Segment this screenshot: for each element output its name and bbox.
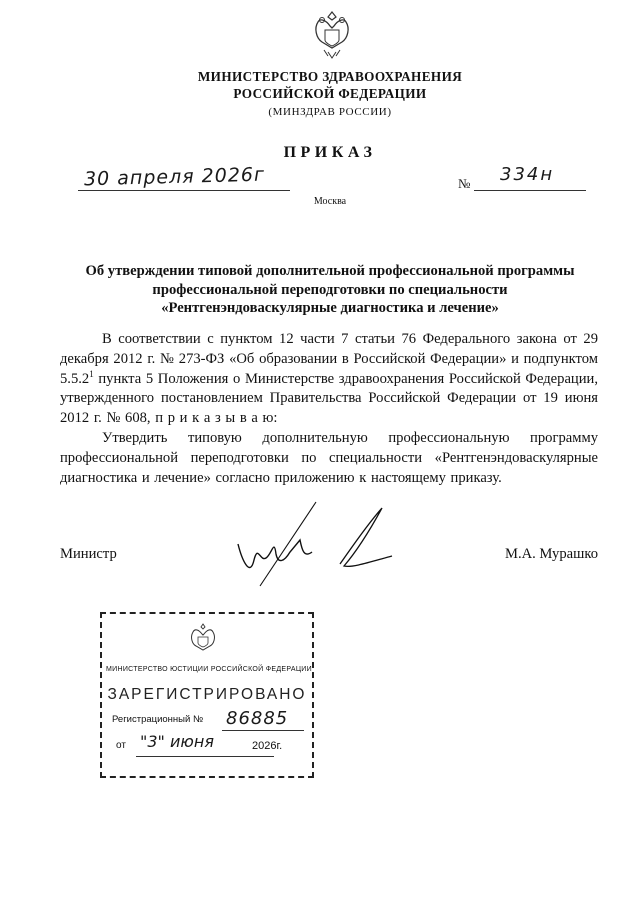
stamp-reg-number-handwritten: 86885 xyxy=(226,708,289,729)
paragraph-1-text-b: пункта 5 Положения о Министерстве здравоохранения Российской Федерации, утвержденного постановлением Правительства Российской Федерации от 19 июня 2012 г. № 608, xyxy=(60,370,598,427)
signatory-name: М.А. Мурашко xyxy=(504,546,598,562)
ministry-header xyxy=(0,68,640,120)
directive-word: п р и к а з ы в а ю: xyxy=(155,410,278,427)
stamp-emblem-icon xyxy=(188,622,218,658)
body-paragraph-1 xyxy=(60,330,598,429)
stamp-date-underline xyxy=(136,756,274,757)
stamp-date-handwritten: "3" июня xyxy=(140,732,214,751)
stamp-number-underline xyxy=(222,730,304,731)
date-underline xyxy=(78,190,290,191)
title-line2: профессиональной переподготовки по специальности xyxy=(152,281,508,298)
ministry-name-line2: РОССИЙСКОЙ ФЕДЕРАЦИИ xyxy=(233,86,427,101)
body-paragraph-2: Утвердить типовую дополнительную профессиональную программу профессиональной переподготовки по специальности «Рентгенэндоваскулярные диагностика и лечение» согласно приложению к настоящему приказу. xyxy=(60,429,598,486)
title-line3: «Рентгенэндоваскулярные диагностика и лечение» xyxy=(161,300,499,316)
paragraph-1-text-a: В соответствии с пунктом 12 части 7 статьи 76 Федерального закона от 29 декабря 2012 г. № 273-ФЗ «Об образовании в Российской Федерации» и подпунктом 5.5.2 xyxy=(60,331,598,387)
ministry-name-line1: МИНИСТЕРСТВО ЗДРАВООХРАНЕНИЯ xyxy=(197,69,463,84)
order-date-handwritten: 30 апреля 2026г xyxy=(83,163,266,191)
stamp-date-suffix: 2026г. xyxy=(252,740,283,752)
stamp-organization: МИНИСТЕРСТВО ЮСТИЦИИ РОССИЙСКОЙ ФЕДЕРАЦИИ xyxy=(106,666,312,673)
stamp-registered-text: ЗАРЕГИСТРИРОВАНО xyxy=(107,686,307,703)
order-number-label: № xyxy=(458,176,471,191)
footnote-superscript: 1 xyxy=(89,368,94,379)
registration-stamp xyxy=(100,612,314,778)
order-title xyxy=(60,262,600,318)
coat-of-arms-icon xyxy=(310,8,354,64)
order-city: Москва xyxy=(313,196,347,207)
order-body xyxy=(60,330,598,488)
order-number-handwritten: 334н xyxy=(500,164,555,185)
stamp-date-label: от xyxy=(116,740,126,751)
document-type: ПРИКАЗ xyxy=(283,144,377,161)
signature-mark xyxy=(220,500,400,590)
title-line1: Об утверждении типовой дополнительной профессиональной программы xyxy=(85,263,575,279)
number-underline xyxy=(474,190,586,191)
signatory-position: Министр xyxy=(60,546,117,562)
ministry-short-name: (МИНЗДРАВ РОССИИ) xyxy=(268,106,392,118)
stamp-reg-number-label: Регистрационный № xyxy=(112,714,204,725)
